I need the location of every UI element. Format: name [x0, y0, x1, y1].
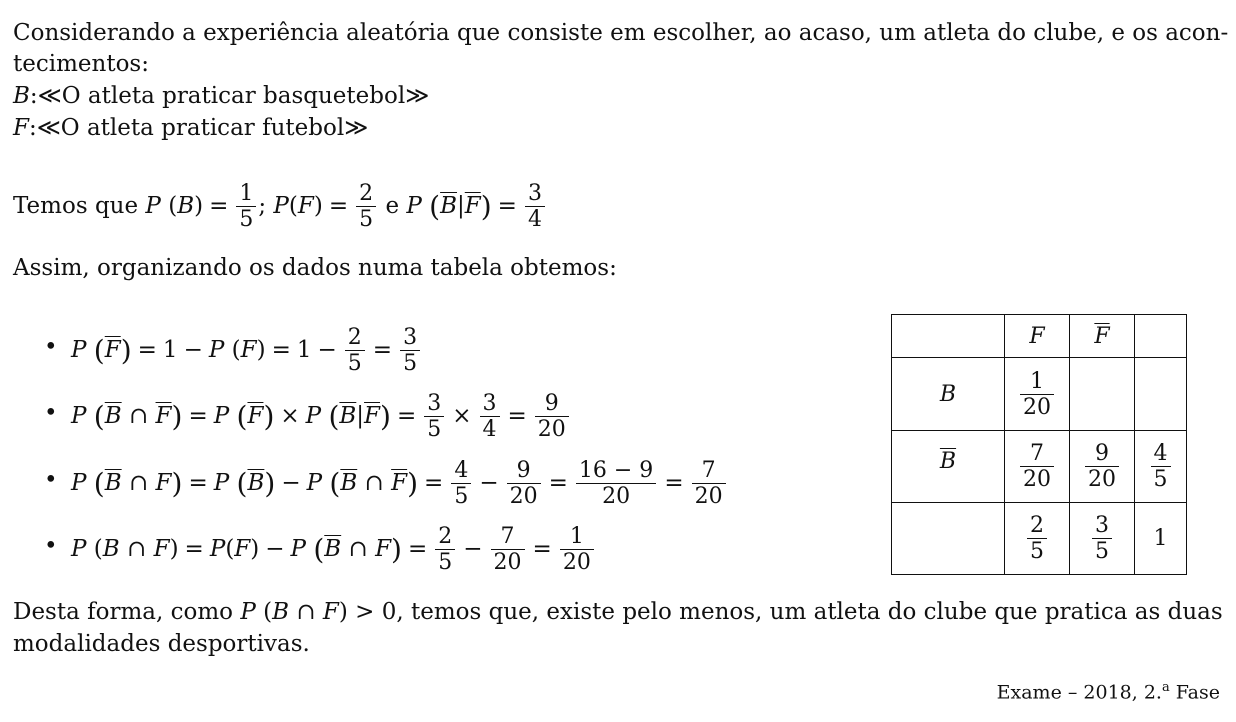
conclusion-line-1: Desta forma, como P (B ∩ F) > 0, temos que, existe pelo menos, um atleta do clube que pratica as duas	[13, 599, 1223, 625]
probability-table	[891, 314, 1187, 575]
frac-p-f: $\frac{2}{5}$	[356, 181, 376, 232]
table-corner	[892, 315, 1005, 358]
cell-bbar-f: $\frac{7}{20}$	[1005, 431, 1070, 503]
conclusion-pre: Desta forma, como	[13, 599, 234, 625]
table-intro: Assim, organizando os dados numa tabela obtemos:	[13, 255, 617, 281]
cell-bbar-total: $\frac{4}{5}$	[1135, 431, 1187, 503]
cell-b-total	[1135, 358, 1187, 431]
cell-b-f: $\frac{1}{20}$	[1005, 358, 1070, 431]
event-f-line: F:≪O atleta praticar futebol≫	[13, 115, 369, 141]
event-b-symbol: B	[13, 83, 30, 109]
cell-bbar-fbar: $\frac{9}{20}$	[1070, 431, 1135, 503]
table-row-total	[892, 503, 1005, 575]
bullet-3: •	[44, 467, 58, 493]
bullet-1: •	[44, 334, 58, 360]
conclusion-line-2: modalidades desportivas.	[13, 631, 310, 657]
table-header-total	[1135, 315, 1187, 358]
cell-total-fbar: $\frac{3}{5}$	[1070, 503, 1135, 575]
bullet-4: •	[44, 533, 58, 559]
step-4: P ( B ∩ F ) = P ( F ) − P ( $\overline{B}$ ∩ F ) = $\frac{2}{5}$ − $\frac{7}{20}$ = $\frac{1}{20}$	[71, 514, 596, 584]
step-1: P ( $\overline{F}$ ) = 1 − P ( F ) = 1 − $\frac{2}{5}$ = $\frac{3}{5}$	[71, 315, 422, 385]
cell-total-f: $\frac{2}{5}$	[1005, 503, 1070, 575]
frac-p-b: $\frac{1}{5}$	[236, 181, 256, 232]
frac-p-bbar-given-fbar: $\frac{3}{4}$	[525, 181, 545, 232]
bullet-2: •	[44, 400, 58, 426]
given-line: Temos que P ( B ) = $\frac{1}{5}$ ; P ( F ) = $\frac{2}{5}$ e P ( $\overline{B}$ | $\overline{F}$ ) = $\frac{3}{4}$	[13, 171, 547, 241]
event-b-line: B:≪O atleta praticar basquetebol≫	[13, 83, 430, 109]
given-conj: e	[385, 193, 400, 219]
table-header-fbar: $\overline{F}$	[1070, 315, 1135, 358]
intro-line-2: tecimentos:	[13, 51, 149, 77]
cell-grand-total: 1	[1135, 503, 1187, 575]
event-b-text: O atleta praticar basquetebol	[61, 83, 406, 109]
given-prefix: Temos que	[13, 193, 139, 219]
step-3: P ( $\overline{B}$ ∩ F ) = P ( $\overline{B}$ ) − P ( $\overline{B}$ ∩ $\overline{F}$ ) = $\frac{4}{5}$ − $\frac{9}{20}$ = $\frac{16 - 9}{20}$ = $\frac{7}{20}$	[71, 448, 728, 518]
cell-b-fbar	[1070, 358, 1135, 431]
table-header-f: F	[1005, 315, 1070, 358]
intro-line-1: Considerando a experiência aleatória que consiste em escolher, ao acaso, um atleta do clube, e os acon-	[13, 20, 1229, 46]
conclusion-post: temos que, existe pelo menos, um atleta do clube que pratica as duas	[411, 599, 1223, 625]
step-2: P ( $\overline{B}$ ∩ $\overline{F}$ ) = P ( $\overline{F}$ ) × P ( $\overline{B}$ | $\overline{F}$ ) = $\frac{3}{5}$ × $\frac{3}{4}$ = $\frac{9}{20}$	[71, 381, 571, 451]
table-row-b: B	[892, 358, 1005, 431]
exam-source: Exame – 2018, 2.$^a$ Fase	[996, 680, 1220, 704]
event-f-text: O atleta praticar futebol	[60, 115, 345, 141]
event-f-symbol: F	[13, 115, 29, 141]
table-row-bbar: $\overline{B}$	[892, 431, 1005, 503]
